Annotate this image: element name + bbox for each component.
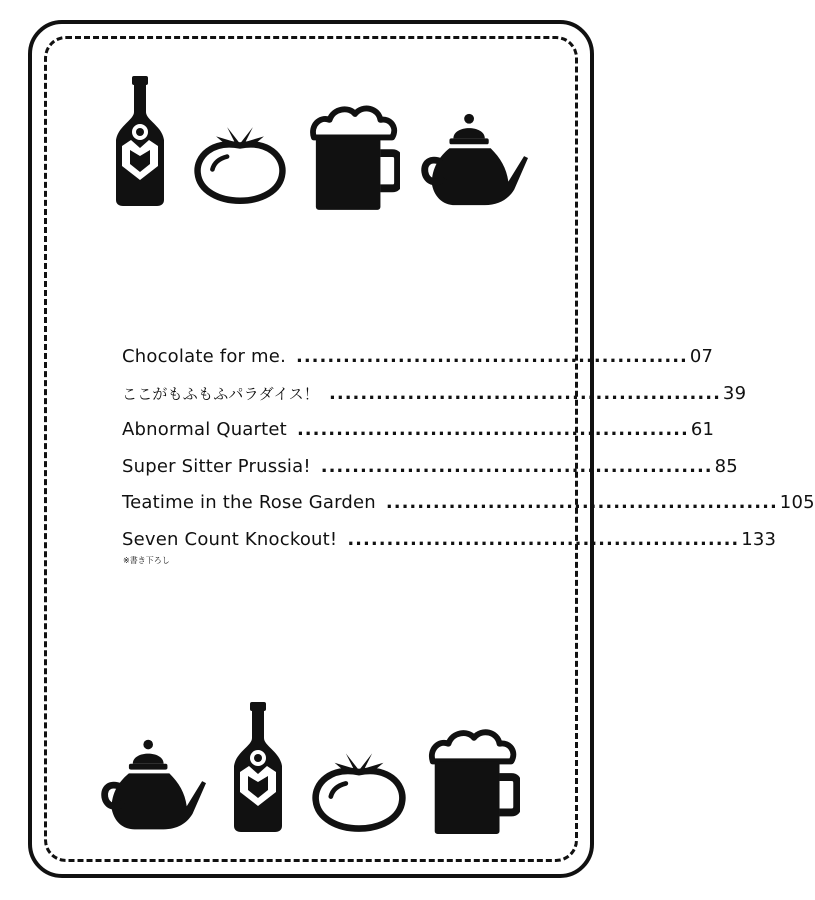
tomato-icon — [312, 748, 406, 832]
toc-entry — [122, 492, 815, 529]
tomato-icon — [194, 122, 286, 204]
toc-entry-title: ここがもふもふパラダイス！ — [122, 384, 320, 403]
toc-entry-title: Chocolate for me. — [122, 346, 286, 367]
toc-entry-page: 39 — [722, 382, 747, 404]
toc-entry — [122, 528, 777, 566]
beer-mug-icon — [310, 104, 400, 212]
toc-entry — [122, 419, 715, 456]
toc-entry-page: 61 — [690, 419, 715, 440]
toc-leader-dots: .................................................. — [296, 346, 688, 367]
toc-entry-page: 133 — [741, 528, 777, 550]
champagne-bottle-icon — [228, 702, 288, 832]
toc-entry-title: Super Sitter Prussia! — [122, 455, 311, 477]
teapot-icon — [100, 738, 206, 832]
beer-mug-icon — [428, 728, 520, 836]
toc-leader-dots: .................................................. — [296, 419, 689, 440]
toc-entry-title: Abnormal Quartet — [122, 419, 287, 440]
toc-entry-page: 105 — [779, 492, 815, 513]
toc-entry-page: 07 — [689, 346, 714, 367]
toc-footnote: ※書き下ろし — [123, 556, 170, 565]
toc-leader-dots: .................................................. — [320, 455, 713, 477]
toc-leader-dots: .................................................. — [385, 492, 778, 513]
toc-leader-dots: .................................................. — [329, 382, 721, 404]
toc-entry-title: Seven Count Knockout! — [122, 528, 338, 550]
toc-entry — [122, 382, 747, 420]
toc-entry — [122, 346, 714, 383]
toc-entry-title: Teatime in the Rose Garden — [122, 492, 376, 513]
toc-leader-dots: .................................................. — [347, 528, 740, 550]
toc-entry — [122, 455, 738, 493]
toc-entry-page: 85 — [714, 455, 738, 477]
table-of-contents — [122, 346, 815, 565]
champagne-bottle-icon — [110, 76, 170, 206]
teapot-icon — [420, 112, 528, 208]
